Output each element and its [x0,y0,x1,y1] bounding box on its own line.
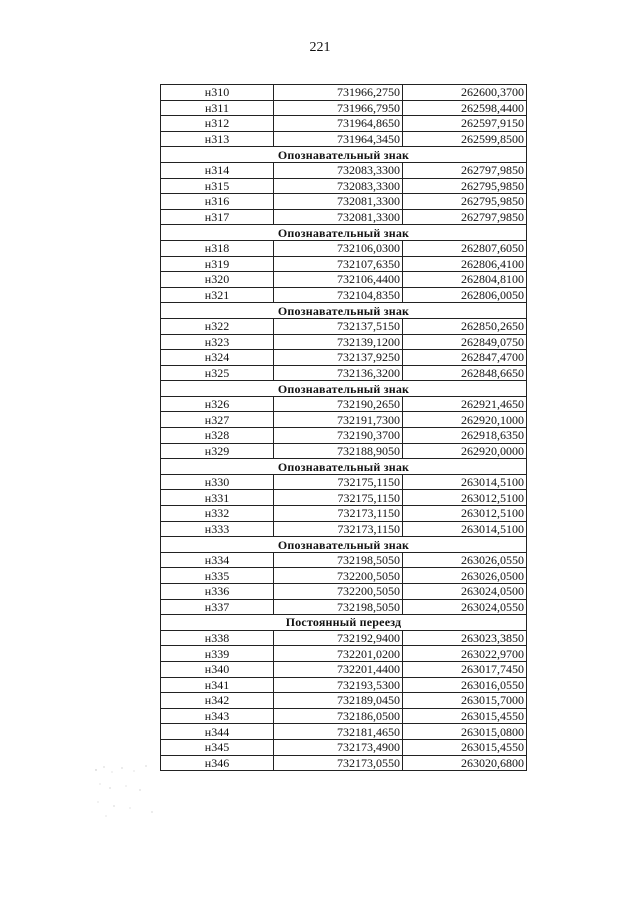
x-coordinate-cell: 732190,2650 [274,396,403,412]
section-header-row [161,303,527,319]
table-row [161,506,527,522]
table-row [161,755,527,771]
table-row [161,646,527,662]
y-coordinate-cell: 262807,6050 [403,240,527,256]
section-title: Опознавательный знак [161,459,527,475]
table-row [161,272,527,288]
point-name-cell: н330 [161,474,274,490]
y-coordinate-cell: 263022,9700 [403,646,527,662]
y-coordinate-cell: 262600,3700 [403,85,527,101]
point-name-cell: н333 [161,521,274,537]
x-coordinate-cell: 732189,0450 [274,693,403,709]
x-coordinate-cell: 732198,5050 [274,552,403,568]
table-row [161,428,527,444]
y-coordinate-cell: 262848,6650 [403,365,527,381]
x-coordinate-cell: 732181,4650 [274,724,403,740]
table-row [161,85,527,101]
section-header-row [161,537,527,553]
table-row [161,350,527,366]
table-row [161,334,527,350]
y-coordinate-cell: 263012,5100 [403,490,527,506]
point-name-cell: н327 [161,412,274,428]
x-coordinate-cell: 732192,9400 [274,630,403,646]
x-coordinate-cell: 732083,3300 [274,162,403,178]
y-coordinate-cell: 262599,8500 [403,131,527,147]
table-row [161,521,527,537]
y-coordinate-cell: 262795,9850 [403,178,527,194]
table-row [161,162,527,178]
point-name-cell: н324 [161,350,274,366]
point-name-cell: н323 [161,334,274,350]
y-coordinate-cell: 262847,4700 [403,350,527,366]
y-coordinate-cell: 262920,1000 [403,412,527,428]
table-row [161,443,527,459]
y-coordinate-cell: 262804,8100 [403,272,527,288]
y-coordinate-cell: 262806,0050 [403,287,527,303]
scan-noise-specks [92,762,162,822]
point-name-cell: н310 [161,85,274,101]
y-coordinate-cell: 263017,7450 [403,661,527,677]
table-row [161,724,527,740]
point-name-cell: н320 [161,272,274,288]
table-row [161,194,527,210]
x-coordinate-cell: 732175,1150 [274,474,403,490]
y-coordinate-cell: 263026,0500 [403,568,527,584]
x-coordinate-cell: 732201,0200 [274,646,403,662]
x-coordinate-cell: 732200,5050 [274,584,403,600]
point-name-cell: н328 [161,428,274,444]
point-name-cell: н338 [161,630,274,646]
y-coordinate-cell: 263012,5100 [403,506,527,522]
y-coordinate-cell: 263024,0550 [403,599,527,615]
table-row [161,677,527,693]
table-row [161,256,527,272]
point-name-cell: н334 [161,552,274,568]
y-coordinate-cell: 262597,9150 [403,116,527,132]
table-row [161,240,527,256]
y-coordinate-cell: 263026,0550 [403,552,527,568]
y-coordinate-cell: 263015,4550 [403,739,527,755]
point-name-cell: н346 [161,755,274,771]
point-name-cell: н326 [161,396,274,412]
table-row [161,739,527,755]
x-coordinate-cell: 732081,3300 [274,209,403,225]
section-header-row [161,381,527,397]
x-coordinate-cell: 732106,4400 [274,272,403,288]
point-name-cell: н311 [161,100,274,116]
coordinates-table-body [161,85,527,771]
section-title: Опознавательный знак [161,303,527,319]
y-coordinate-cell: 263023,3850 [403,630,527,646]
x-coordinate-cell: 732083,3300 [274,178,403,194]
x-coordinate-cell: 732173,4900 [274,739,403,755]
x-coordinate-cell: 732190,3700 [274,428,403,444]
point-name-cell: н331 [161,490,274,506]
y-coordinate-cell: 262920,0000 [403,443,527,459]
point-name-cell: н316 [161,194,274,210]
x-coordinate-cell: 732107,6350 [274,256,403,272]
section-header-row [161,615,527,631]
y-coordinate-cell: 263015,4550 [403,708,527,724]
table-row [161,568,527,584]
point-name-cell: н336 [161,584,274,600]
y-coordinate-cell: 263015,0800 [403,724,527,740]
y-coordinate-cell: 263015,7000 [403,693,527,709]
point-name-cell: н332 [161,506,274,522]
table-row [161,412,527,428]
y-coordinate-cell: 262921,4650 [403,396,527,412]
point-name-cell: н317 [161,209,274,225]
point-name-cell: н319 [161,256,274,272]
y-coordinate-cell: 263014,5100 [403,521,527,537]
y-coordinate-cell: 262797,9850 [403,162,527,178]
point-name-cell: н342 [161,693,274,709]
x-coordinate-cell: 732173,1150 [274,506,403,522]
y-coordinate-cell: 262918,6350 [403,428,527,444]
point-name-cell: н322 [161,318,274,334]
point-name-cell: н345 [161,739,274,755]
x-coordinate-cell: 732188,9050 [274,443,403,459]
x-coordinate-cell: 732193,5300 [274,677,403,693]
x-coordinate-cell: 731966,7950 [274,100,403,116]
y-coordinate-cell: 262806,4100 [403,256,527,272]
table-row [161,693,527,709]
x-coordinate-cell: 732191,7300 [274,412,403,428]
x-coordinate-cell: 732186,0500 [274,708,403,724]
section-title: Опознавательный знак [161,537,527,553]
table-row [161,599,527,615]
section-title: Опознавательный знак [161,225,527,241]
section-header-row [161,459,527,475]
y-coordinate-cell: 262795,9850 [403,194,527,210]
x-coordinate-cell: 732175,1150 [274,490,403,506]
point-name-cell: н313 [161,131,274,147]
table-row [161,100,527,116]
point-name-cell: н340 [161,661,274,677]
x-coordinate-cell: 732198,5050 [274,599,403,615]
x-coordinate-cell: 732200,5050 [274,568,403,584]
x-coordinate-cell: 732139,1200 [274,334,403,350]
table-row [161,287,527,303]
point-name-cell: н321 [161,287,274,303]
table-row [161,131,527,147]
table-row [161,490,527,506]
point-name-cell: н314 [161,162,274,178]
coordinates-table [160,84,527,771]
table-row [161,552,527,568]
section-header-row [161,225,527,241]
table-row [161,209,527,225]
point-name-cell: н312 [161,116,274,132]
point-name-cell: н335 [161,568,274,584]
x-coordinate-cell: 732137,9250 [274,350,403,366]
point-name-cell: н343 [161,708,274,724]
section-title: Опознавательный знак [161,147,527,163]
x-coordinate-cell: 731964,3450 [274,131,403,147]
point-name-cell: н339 [161,646,274,662]
x-coordinate-cell: 732104,8350 [274,287,403,303]
point-name-cell: н318 [161,240,274,256]
x-coordinate-cell: 731964,8650 [274,116,403,132]
y-coordinate-cell: 262797,9850 [403,209,527,225]
y-coordinate-cell: 262850,2650 [403,318,527,334]
table-row [161,630,527,646]
y-coordinate-cell: 262598,4400 [403,100,527,116]
y-coordinate-cell: 263020,6800 [403,755,527,771]
x-coordinate-cell: 732106,0300 [274,240,403,256]
x-coordinate-cell: 732173,0550 [274,755,403,771]
point-name-cell: н329 [161,443,274,459]
table-row [161,396,527,412]
table-row [161,178,527,194]
point-name-cell: н325 [161,365,274,381]
x-coordinate-cell: 732081,3300 [274,194,403,210]
y-coordinate-cell: 263016,0550 [403,677,527,693]
x-coordinate-cell: 731966,2750 [274,85,403,101]
section-header-row [161,147,527,163]
point-name-cell: н315 [161,178,274,194]
point-name-cell: н344 [161,724,274,740]
y-coordinate-cell: 263024,0500 [403,584,527,600]
table-row [161,708,527,724]
page-number: 221 [309,40,331,55]
section-title: Опознавательный знак [161,381,527,397]
section-title: Постоянный переезд [161,615,527,631]
table-row [161,318,527,334]
table-row [161,365,527,381]
x-coordinate-cell: 732137,5150 [274,318,403,334]
x-coordinate-cell: 732201,4400 [274,661,403,677]
y-coordinate-cell: 263014,5100 [403,474,527,490]
y-coordinate-cell: 262849,0750 [403,334,527,350]
point-name-cell: н341 [161,677,274,693]
point-name-cell: н337 [161,599,274,615]
table-row [161,116,527,132]
x-coordinate-cell: 732136,3200 [274,365,403,381]
table-row [161,584,527,600]
x-coordinate-cell: 732173,1150 [274,521,403,537]
table-row [161,474,527,490]
table-row [161,661,527,677]
